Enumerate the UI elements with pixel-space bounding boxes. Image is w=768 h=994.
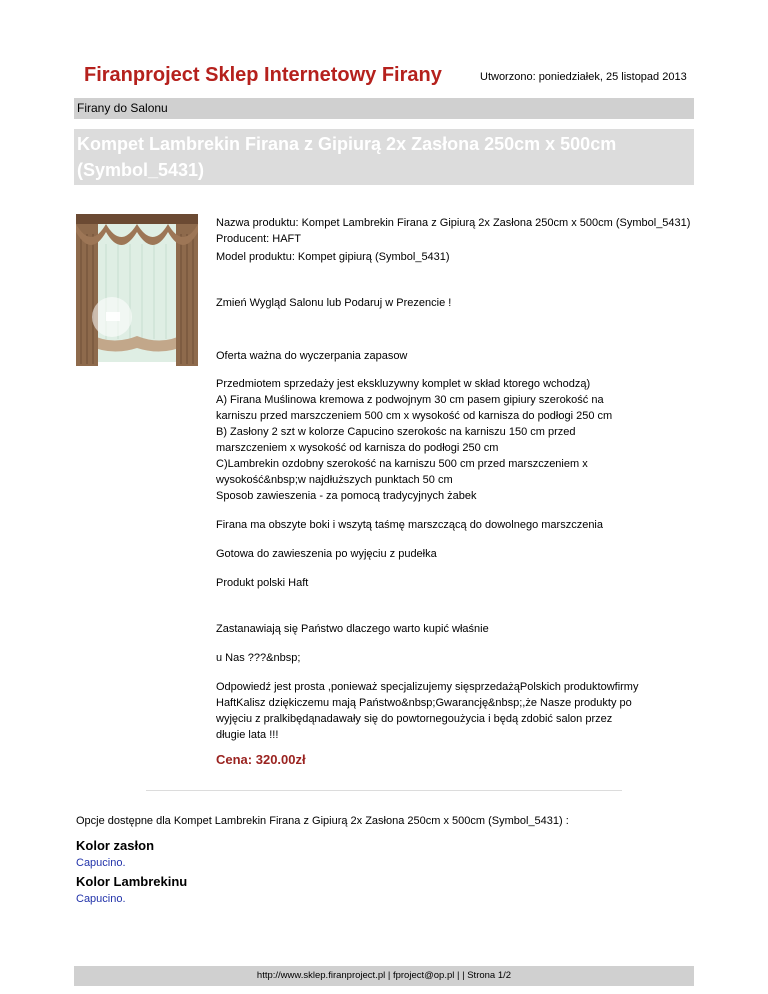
footer-bar — [74, 966, 694, 986]
option-value: Capucino. — [76, 893, 126, 905]
footer-text: http://www.sklep.firanproject.pl | fproject@op.pl | | Strona 1/2 — [256, 970, 512, 981]
product-title-box — [74, 129, 694, 185]
created-date: Utworzono: poniedziałek, 25 listopad 2013 — [480, 71, 687, 83]
category-bar — [74, 98, 694, 119]
answer-line: długie lata !!! — [216, 729, 279, 741]
site-title: Firanproject Sklep Internetowy Firany — [84, 64, 442, 86]
separator — [146, 790, 622, 791]
model-line: Model produktu: Kompet gipiurą (Symbol_5431) — [216, 251, 450, 263]
option-value: Capucino. — [76, 857, 126, 869]
ready-note: Gotowa do zawieszenia po wyjęciu z pudełka — [216, 548, 437, 560]
description-line: A) Firana Muślinowa kremowa z podwojnym 30 cm pasem gipiury szerokość na — [216, 394, 604, 406]
option-name: Kolor Lambrekinu — [76, 874, 188, 889]
product-details — [216, 215, 716, 743]
polish-note: Produkt polski Haft — [216, 577, 309, 589]
product-image — [76, 214, 198, 366]
answer-text — [216, 679, 716, 743]
description-line: karniszu przed marszczeniem 500 cm x wysokość od karnisza do podłogi 250 cm — [216, 410, 613, 422]
description-line: wysokość&nbsp;w najdłuższych punktach 50 cm — [216, 474, 453, 486]
options-intro: Opcje dostępne dla Kompet Lambrekin Firana z Gipiurą 2x Zasłona 250cm x 500cm (Symbol_5431) : — [76, 815, 569, 827]
product-title: Kompet Lambrekin Firana z Gipiurą 2x Zasłona 250cm x 500cm (Symbol_5431) — [77, 134, 617, 180]
question-line: Zastanawiają się Państwo dlaczego warto kupić właśnie — [216, 623, 489, 635]
answer-line: wyjęciu z pralkibędąnadawały się do powtornegoużycia i będą zdobić salon przez — [216, 713, 613, 725]
product-name-line: Nazwa produktu: Kompet Lambrekin Firana z Gipiurą 2x Zasłona 250cm x 500cm (Symbol_5431) — [216, 217, 691, 229]
description-line: C)Lambrekin ozdobny szerokość na karniszu 500 cm przed marszczeniem x — [216, 458, 588, 470]
option-name: Kolor zasłon — [76, 838, 155, 853]
category-label: Firany do Salonu — [77, 101, 168, 115]
question-line-2: u Nas ???&nbsp; — [216, 652, 301, 664]
description-line: Przedmiotem sprzedaży jest ekskluzywny komplet w skład ktorego wchodzą) — [216, 378, 591, 390]
answer-line: Odpowiedź jest prosta ,ponieważ specjalizujemy sięsprzedażąPolskich produktowfirmy — [216, 681, 639, 693]
answer-line: HaftKalisz dziękiczemu mają Państwo&nbsp;Gwarancję&nbsp;,że Nasze produkty po — [216, 697, 632, 709]
producer-line: Producent: HAFT — [216, 233, 301, 245]
offer-note: Oferta ważna do wyczerpania zapasow — [216, 350, 408, 362]
product-price: Cena: 320.00zł — [216, 752, 306, 767]
sides-note: Firana ma obszyte boki i wszytą taśmę marszczącą do dowolnego marszczenia — [216, 519, 603, 531]
description-line: Sposob zawieszenia - za pomocą tradycyjnych żabek — [216, 490, 477, 502]
description-line: B) Zasłony 2 szt w kolorze Capucino szerokośc na karniszu 150 cm przed — [216, 426, 576, 438]
product-tagline: Zmień Wygląd Salonu lub Podaruj w Prezencie ! — [216, 297, 452, 309]
product-description — [216, 376, 716, 504]
description-line: marszczeniem x wysokość od karnisza do podłogi 250 cm — [216, 442, 499, 454]
